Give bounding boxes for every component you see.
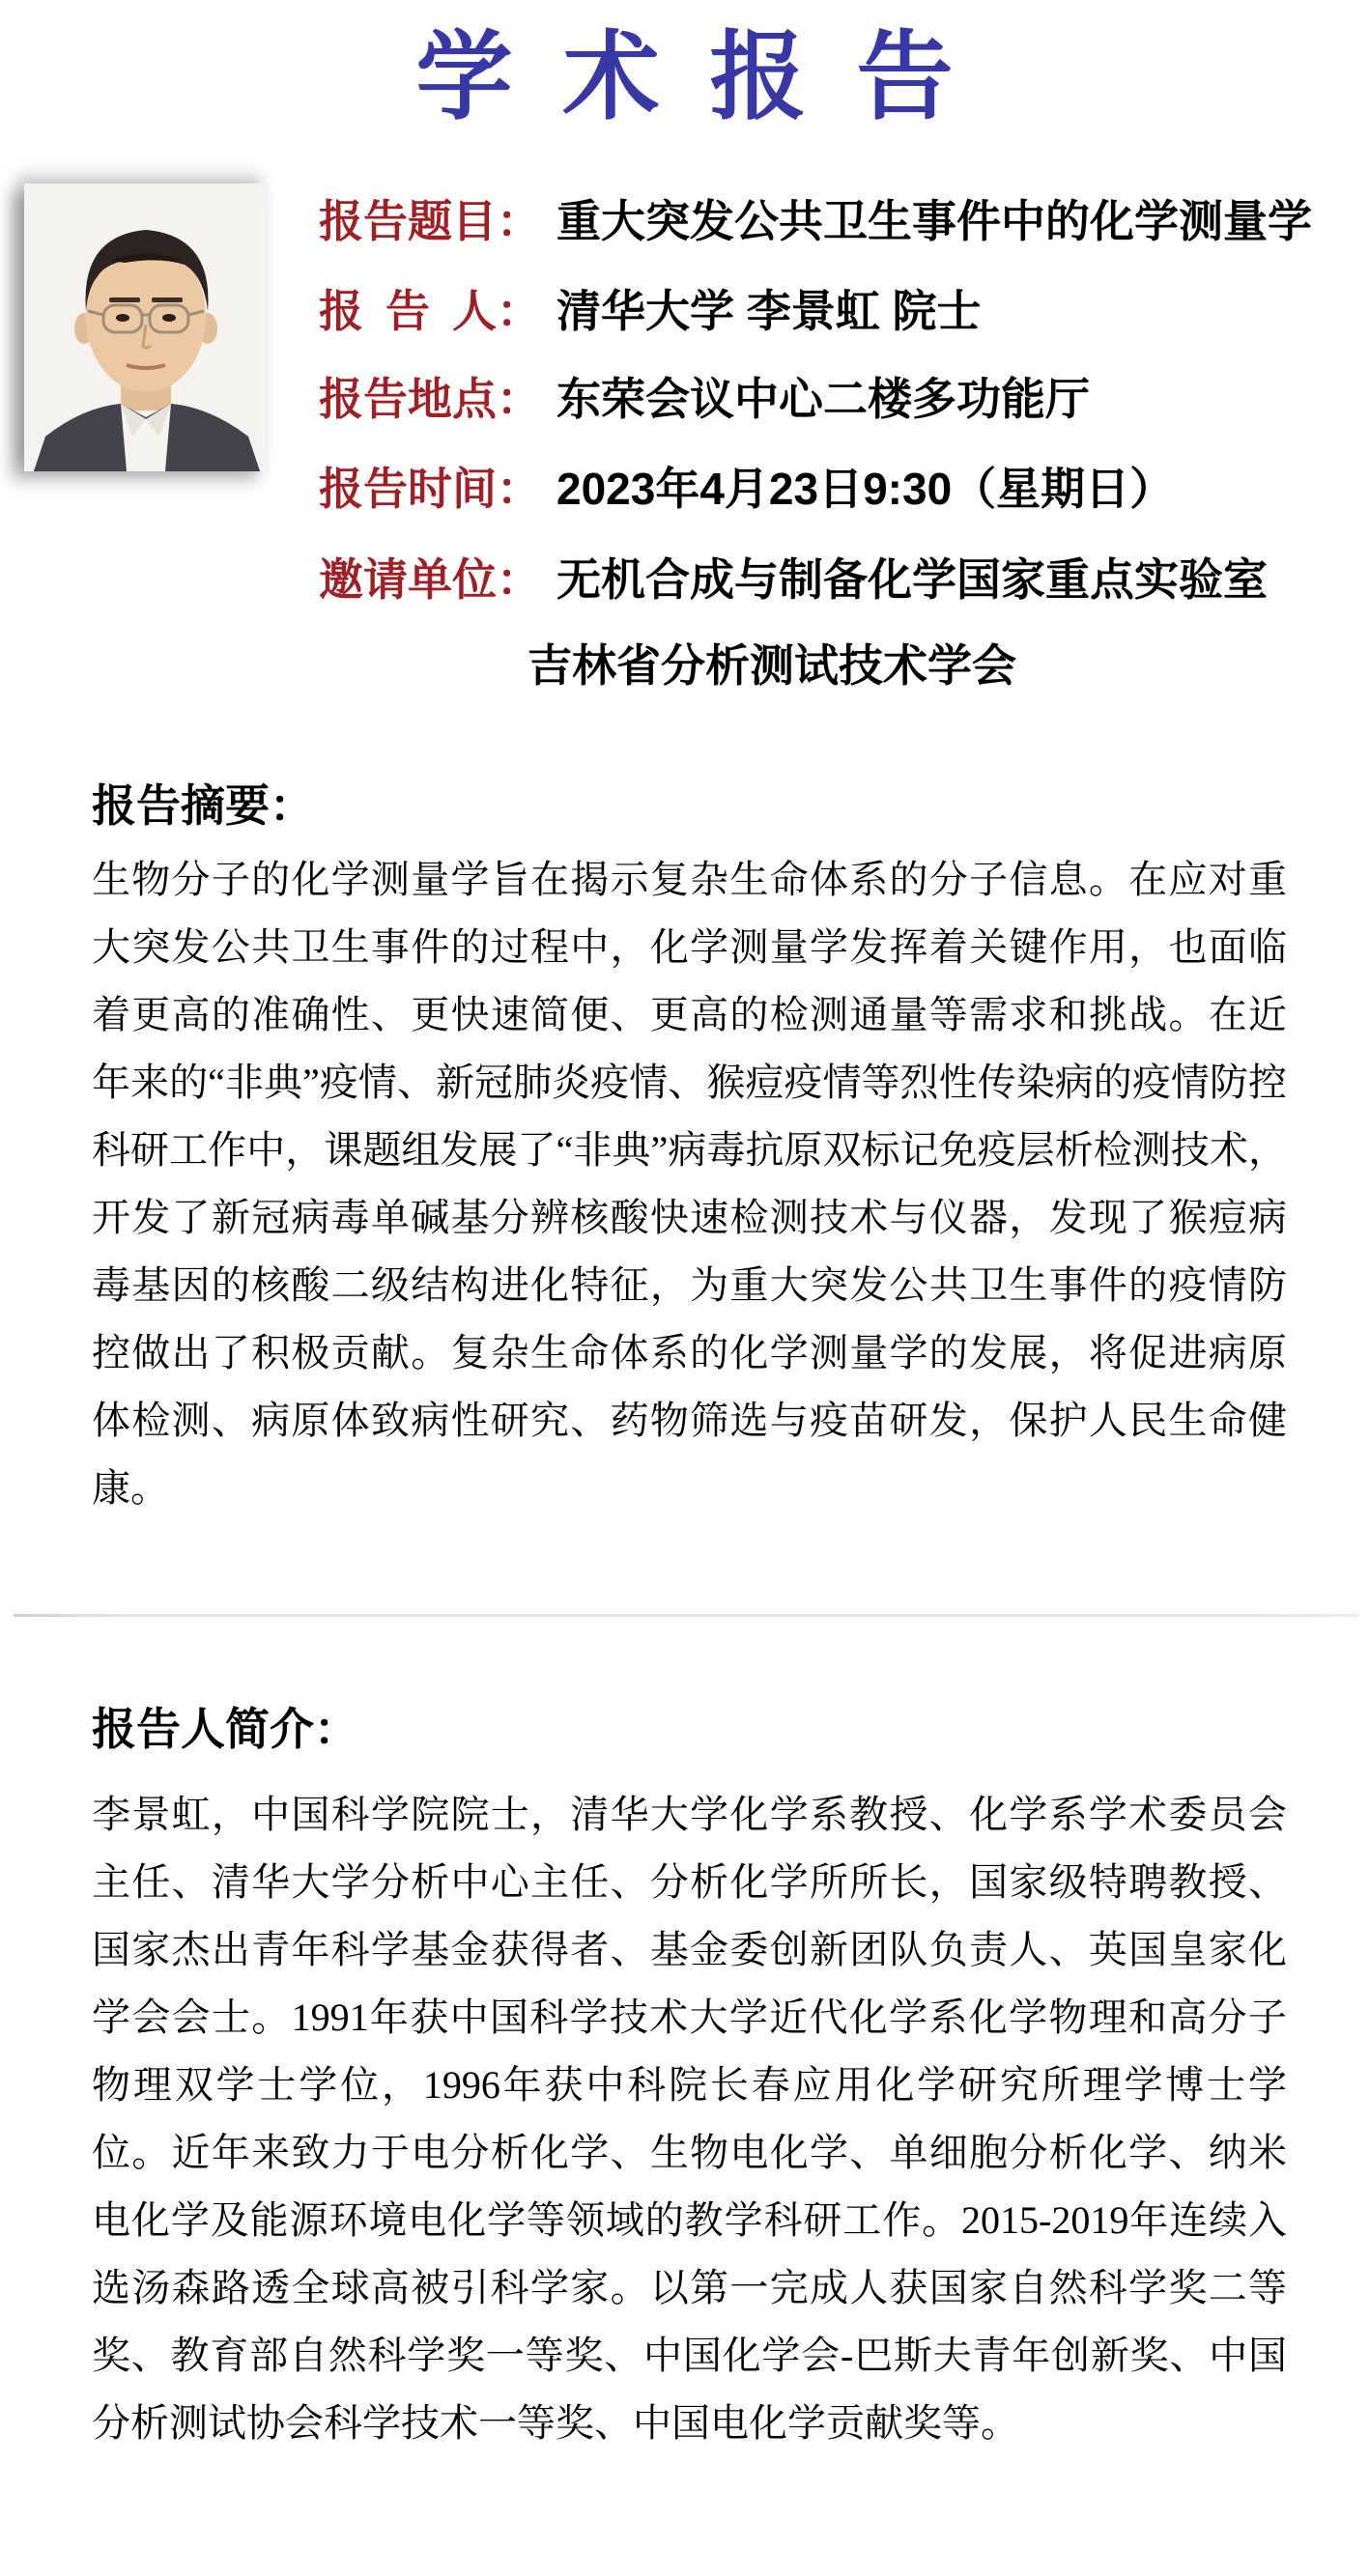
topic-value: 重大突发公共卫生事件中的化学测量学 [556,196,1312,246]
time-colon: ： [497,464,541,514]
info-row-location [319,371,1090,427]
speaker-portrait-illustration [24,184,269,471]
location-value: 东荣会议中心二楼多功能厅 [556,374,1090,424]
abstract-paragraph: 生物分子的化学测量学旨在揭示复杂生命体系的分子信息。在应对重大突发公共卫生事件的过程中，化学测量学发挥着关键作用，也面临着更高的准确性、更快速简便、更高的检测通量等需求和挑战。在近年来的“非典”疫情、新冠肺炎疫情、猴痘疫情等烈性传染病的疫情防控科研工作中，课题组发展了“非典”病毒抗原双标记免疫层析检测技术，开发了新冠病毒单碱基分辨核酸快速检测技术与仪器，发现了猴痘病毒基因的核酸二级结构进化特征，为重大突发公共卫生事件的疫情防控做出了积极贡献。复杂生命体系的化学测量学的发展，将促进病原体检测、病原体致病性研究、药物筛选与疫苗研发，保护人民生命健康。 [92,858,1287,1510]
section-divider [14,1614,1358,1617]
speaker-photo [24,184,269,471]
info-row-speaker [319,283,982,339]
bio-heading: 报告人简介： [92,1704,358,1754]
speaker-colon: ： [497,286,541,336]
location-label: 报告地点 [319,374,497,424]
topic-label: 报告题目 [319,196,497,246]
info-row-topic [319,193,1312,249]
host-colon: ： [497,554,541,605]
info-row-host [319,552,1268,608]
location-colon: ： [497,374,541,424]
abstract-heading: 报告摘要： [92,780,314,831]
info-row-time [319,461,1174,517]
bio-paragraph: 李景虹，中国科学院院士，清华大学化学系教授、化学系学术委员会主任、清华大学分析中心主任、分析化学所所长，国家级特聘教授、国家杰出青年科学基金获得者、基金委创新团队负责人、英国皇家化学会会士。1991年获中国科学技术大学近代化学系化学物理和高分子物理双学士学位，1996年获中科院长春应用化学研究所理学博士学位。近年来致力于电分析化学、生物电化学、单细胞分析化学、纳米电化学及能源环境电化学等领域的教学科研工作。2015-2019年连续入选汤森路透全球高被引科学家。以第一完成人获国家自然科学奖二等奖、教育部自然科学奖一等奖、中国化学会-巴斯夫青年创新奖、中国分析测试协会科学技术一等奖、中国电化学贡献奖等。 [92,1793,1287,2445]
host-value-line1: 无机合成与制备化学国家重点实验室 [556,554,1268,605]
page-title: 学术报告 [415,23,1004,131]
topic-colon: ： [497,196,541,246]
speaker-value: 清华大学 李景虹 院士 [556,286,982,336]
time-label: 报告时间 [319,464,497,514]
host-label: 邀请单位 [319,554,497,605]
info-row-host-continued [319,637,1016,694]
host-value-line2: 吉林省分析测试技术学会 [528,640,1016,691]
time-value: 2023年4月23日9:30（星期日） [556,464,1175,514]
speaker-label: 报告人 [319,286,497,336]
